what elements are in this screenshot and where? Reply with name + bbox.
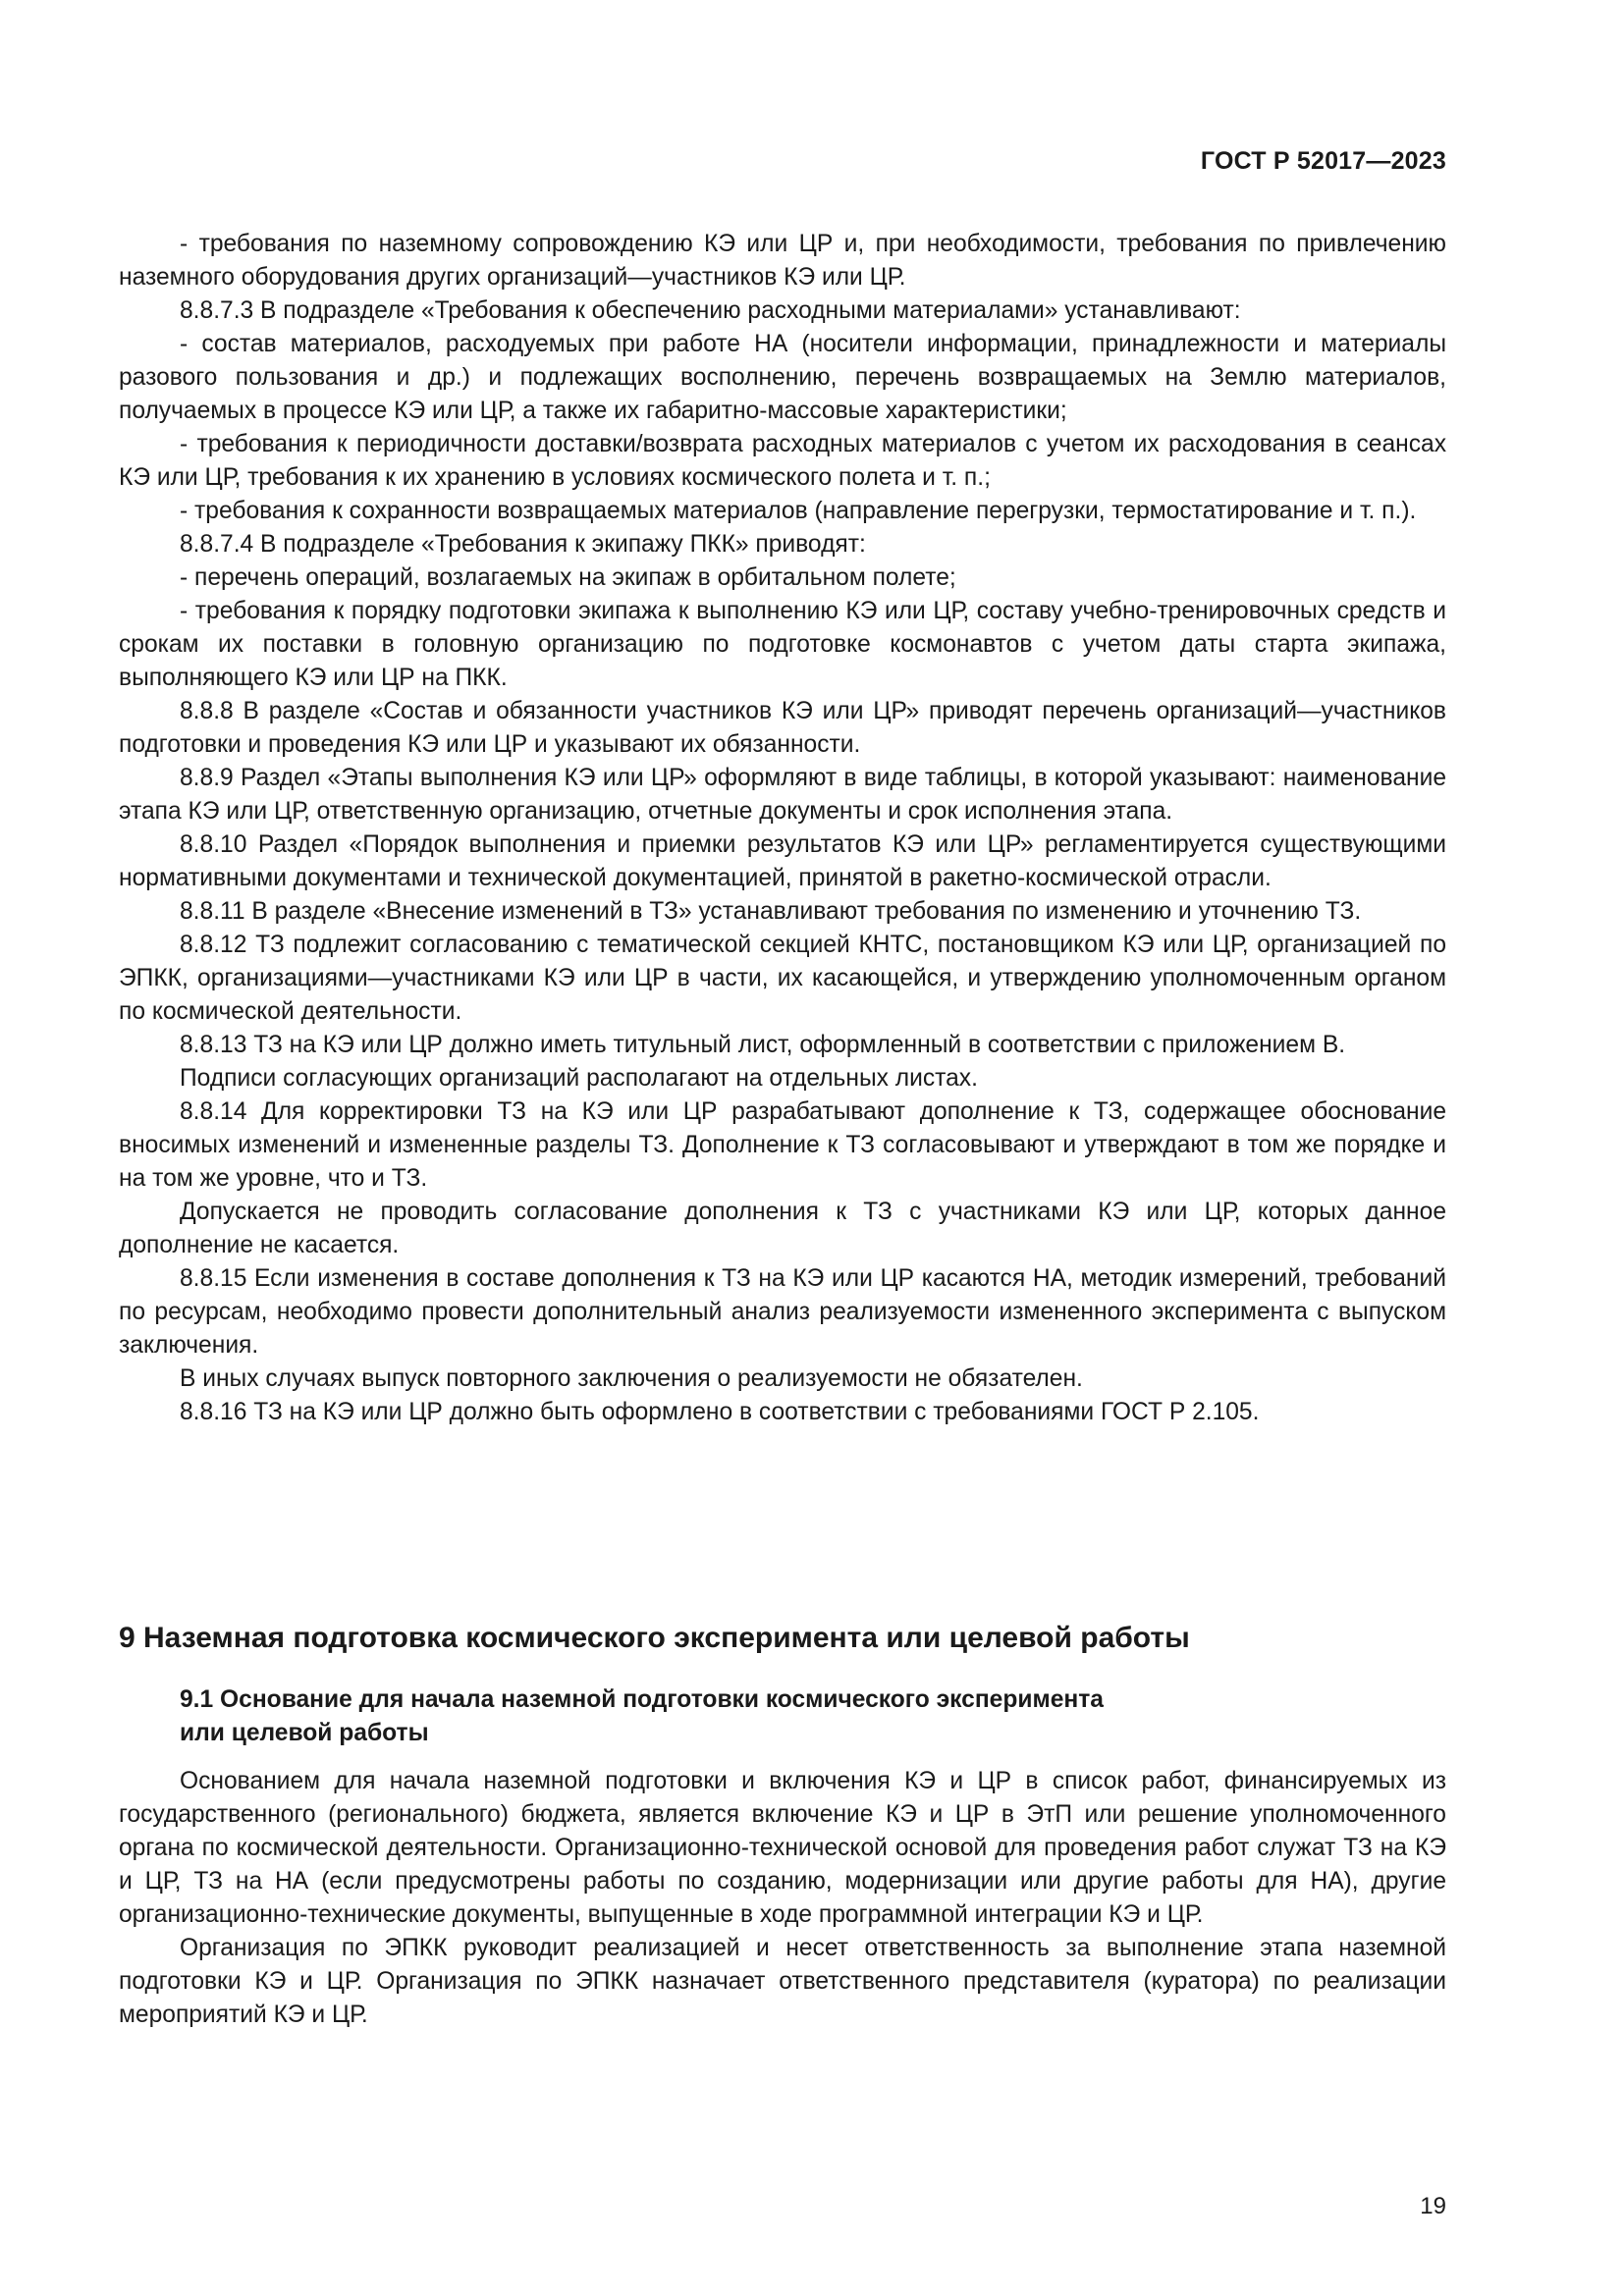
paragraph: - требования к порядку подготовки экипажа к выполнению КЭ или ЦР, составу учебно-тренировочных средств и срокам их поставки в головную организацию по подготовке космонавтов с учетом даты старта экипажа, выполняющего КЭ или ЦР на ПКК. [119, 598, 1446, 691]
paragraph: Основанием для начала наземной подготовки и включения КЭ и ЦР в список работ, финансируемых из государственного (регионального) бюджета, является включение КЭ и ЦР в ЭтП или решение уполномоченного органа по космической деятельности. Организационно-технической основой для проведения работ служат ТЗ на КЭ и ЦР, ТЗ на НА (если предусмотрены работы по созданию, модернизации или другие работы для НА), другие организационно-технические документы, выпущенные в ходе программной интеграции КЭ и ЦР. [119, 1768, 1446, 1928]
standard-header: ГОСТ Р 52017—2023 [1200, 147, 1446, 175]
paragraph: 8.8.12 ТЗ подлежит согласованию с тематической секцией КНТС, постановщиком КЭ или ЦР, организацией по ЭПКК, организациями—участниками КЭ или ЦР в части, их касающейся, и утверждению уполномоченным органом по космической деятельности. [119, 932, 1446, 1025]
paragraph: 8.8.10 Раздел «Порядок выполнения и приемки результатов КЭ или ЦР» регламентируется существующими нормативными документами и технической документацией, принятой в ракетно-космической отрасли. [119, 831, 1446, 891]
paragraph: - требования к сохранности возвращаемых материалов (направление перегрузки, термостатирование и т. п.). [180, 498, 1417, 524]
paragraph: 8.8.8 В разделе «Состав и обязанности участников КЭ или ЦР» приводят перечень организаций—участников подготовки и проведения КЭ или ЦР и указывают их обязанности. [119, 698, 1446, 758]
paragraph: - перечень операций, возлагаемых на экипаж в орбитальном полете; [180, 564, 956, 591]
paragraph: В иных случаях выпуск повторного заключения о реализуемости не обязателен. [180, 1365, 1083, 1392]
paragraph: Допускается не проводить согласование дополнения к ТЗ с участниками КЭ или ЦР, которых данное дополнение не касается. [119, 1199, 1446, 1258]
section-body-text [119, 1765, 1446, 2032]
paragraph: 8.8.7.4 В подразделе «Требования к экипажу ПКК» приводят: [180, 531, 866, 558]
paragraph: - требования к периодичности доставки/возврата расходных материалов с учетом их расходования в сеансах КЭ или ЦР, требования к их хранению в условиях космического полета и т. п.; [119, 431, 1446, 491]
body-text [119, 228, 1446, 1429]
section-heading: 9 Наземная подготовка космического эксперимента или целевой работы [119, 1622, 1190, 1654]
paragraph: 8.8.7.3 В подразделе «Требования к обеспечению расходными материалами» устанавливают: [180, 297, 1241, 324]
paragraph: - состав материалов, расходуемых при работе НА (носители информации, принадлежности и материалы разового пользования и др.) и подлежащих восполнению, перечень возвращаемых на Землю материалов, получаемых в процессе КЭ или ЦР, а также их габаритно-массовые характеристики; [119, 331, 1446, 424]
paragraph: - требования по наземному сопровождению КЭ или ЦР и, при необходимости, требования по привлечению наземного оборудования других организаций—участников КЭ или ЦР. [119, 231, 1446, 291]
paragraph: 8.8.15 Если изменения в составе дополнения к ТЗ на КЭ или ЦР касаются НА, методик измерений, требований по ресурсам, необходимо провести дополнительный анализ реализуемости измененного эксперимента с выпуском заключения. [119, 1265, 1446, 1359]
page-number: 19 [1420, 2193, 1446, 2219]
paragraph: 8.8.16 ТЗ на КЭ или ЦР должно быть оформлено в соответствии с требованиями ГОСТ Р 2.105. [180, 1399, 1260, 1425]
paragraph: 8.8.14 Для корректировки ТЗ на КЭ или ЦР разрабатывают дополнение к ТЗ, содержащее обоснование вносимых изменений и измененные разделы ТЗ. Дополнение к ТЗ согласовывают и утверждают в том же порядке и на том же уровне, что и ТЗ. [119, 1098, 1446, 1192]
paragraph: 8.8.13 ТЗ на КЭ или ЦР должно иметь титульный лист, оформленный в соответствии с приложением В. [180, 1032, 1346, 1058]
subsection-heading-line: 9.1 Основание для начала наземной подготовки космического эксперимента [180, 1686, 1104, 1713]
paragraph: Подписи согласующих организаций располагают на отдельных листах. [180, 1065, 978, 1092]
subsection-heading-line: или целевой работы [180, 1720, 429, 1746]
paragraph: 8.8.11 В разделе «Внесение изменений в ТЗ» устанавливают требования по изменению и уточнению ТЗ. [180, 898, 1362, 925]
subsection-heading [180, 1683, 1309, 1750]
paragraph: 8.8.9 Раздел «Этапы выполнения КЭ или ЦР» оформляют в виде таблицы, в которой указывают: наименование этапа КЭ или ЦР, ответственную организацию, отчетные документы и срок исполнения этапа. [119, 765, 1446, 825]
paragraph: Организация по ЭПКК руководит реализацией и несет ответственность за выполнение этапа наземной подготовки КЭ и ЦР. Организация по ЭПКК назначает ответственного представителя (куратора) по реализации мероприятий КЭ и ЦР. [119, 1935, 1446, 2028]
